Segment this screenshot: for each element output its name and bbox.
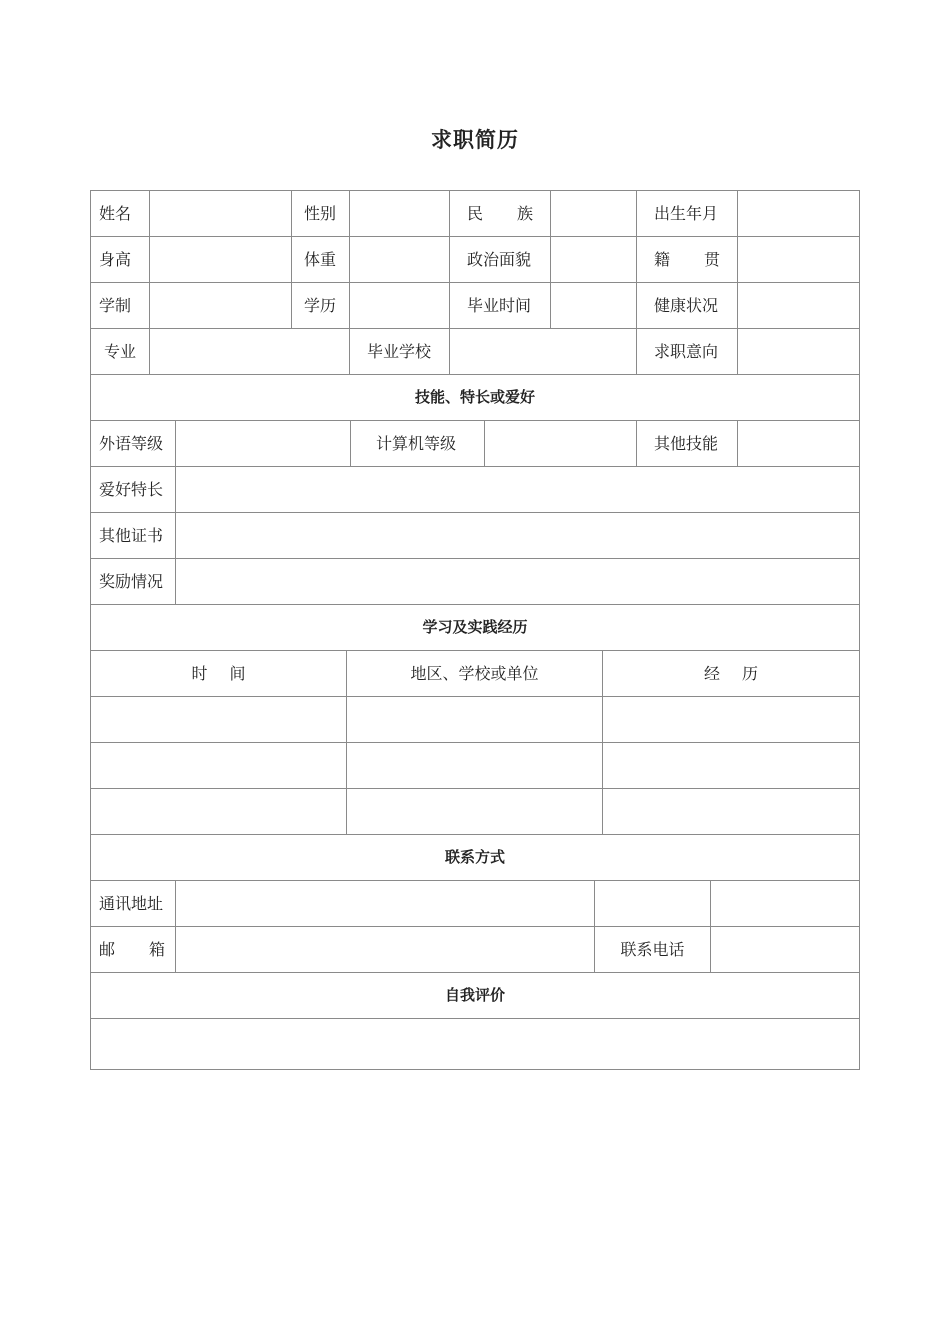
section-experience: 学习及实践经历 [90,604,860,651]
label-native [636,236,738,283]
field-political[interactable] [550,236,637,283]
label-email-b: 箱 [148,939,165,959]
label-name: 姓名 [90,190,150,237]
field-major[interactable] [149,328,350,375]
label-computer: 计算机等级 [350,420,485,467]
label-major: 专业 [90,328,150,375]
label-weight: 体重 [291,236,350,283]
field-birth[interactable] [737,190,860,237]
label-email-a: 邮 [99,939,116,959]
field-other-skills[interactable] [737,420,860,467]
exp-row-3-time[interactable] [90,788,347,835]
col-time-a: 时 [191,663,208,683]
field-foreign-language[interactable] [175,420,351,467]
col-exp-a: 经 [703,663,720,683]
label-gender: 性别 [291,190,350,237]
label-intention: 求职意向 [636,328,738,375]
label-ethnicity [449,190,551,237]
exp-row-3-place[interactable] [346,788,603,835]
label-email [90,926,176,973]
field-email[interactable] [175,926,595,973]
field-schooling[interactable] [149,282,292,329]
label-education: 学历 [291,282,350,329]
label-health: 健康状况 [636,282,738,329]
label-schooling: 学制 [90,282,150,329]
field-weight[interactable] [349,236,450,283]
col-time-b: 间 [229,663,246,683]
field-health[interactable] [737,282,860,329]
label-birth: 出生年月 [636,190,738,237]
field-phone[interactable] [710,926,860,973]
label-height: 身高 [90,236,150,283]
field-native[interactable] [737,236,860,283]
field-contact-extra-label[interactable] [594,880,711,927]
section-self-evaluation: 自我评价 [90,972,860,1019]
field-ethnicity[interactable] [550,190,637,237]
field-name[interactable] [149,190,292,237]
label-ethnicity-b: 族 [516,203,533,223]
field-awards[interactable] [175,558,860,605]
field-computer[interactable] [484,420,637,467]
label-school: 毕业学校 [349,328,450,375]
col-time [90,650,347,697]
label-native-a: 籍 [654,249,671,269]
field-self-evaluation[interactable] [90,1018,860,1070]
field-education[interactable] [349,282,450,329]
label-certificates: 其他证书 [90,512,176,559]
section-contact: 联系方式 [90,834,860,881]
field-hobbies[interactable] [175,466,860,513]
field-gender[interactable] [349,190,450,237]
exp-row-3-experience[interactable] [602,788,860,835]
label-graduation: 毕业时间 [449,282,551,329]
field-school[interactable] [449,328,637,375]
field-graduation[interactable] [550,282,637,329]
col-experience [602,650,860,697]
section-skills: 技能、特长或爱好 [90,374,860,421]
label-political: 政治面貌 [449,236,551,283]
label-awards: 奖励情况 [90,558,176,605]
label-ethnicity-a: 民 [467,203,484,223]
field-address[interactable] [175,880,595,927]
field-intention[interactable] [737,328,860,375]
col-exp-b: 历 [742,663,759,683]
label-other-skills: 其他技能 [636,420,738,467]
exp-row-2-experience[interactable] [602,742,860,789]
label-native-b: 贯 [703,249,720,269]
label-phone: 联系电话 [594,926,711,973]
exp-row-1-place[interactable] [346,696,603,743]
exp-row-2-place[interactable] [346,742,603,789]
label-address: 通讯地址 [90,880,176,927]
label-hobbies: 爱好特长 [90,466,176,513]
page-title: 求职简历 [431,128,519,152]
col-place: 地区、学校或单位 [346,650,603,697]
exp-row-2-time[interactable] [90,742,347,789]
label-foreign-language: 外语等级 [90,420,176,467]
exp-row-1-experience[interactable] [602,696,860,743]
field-certificates[interactable] [175,512,860,559]
field-contact-extra[interactable] [710,880,860,927]
exp-row-1-time[interactable] [90,696,347,743]
field-height[interactable] [149,236,292,283]
